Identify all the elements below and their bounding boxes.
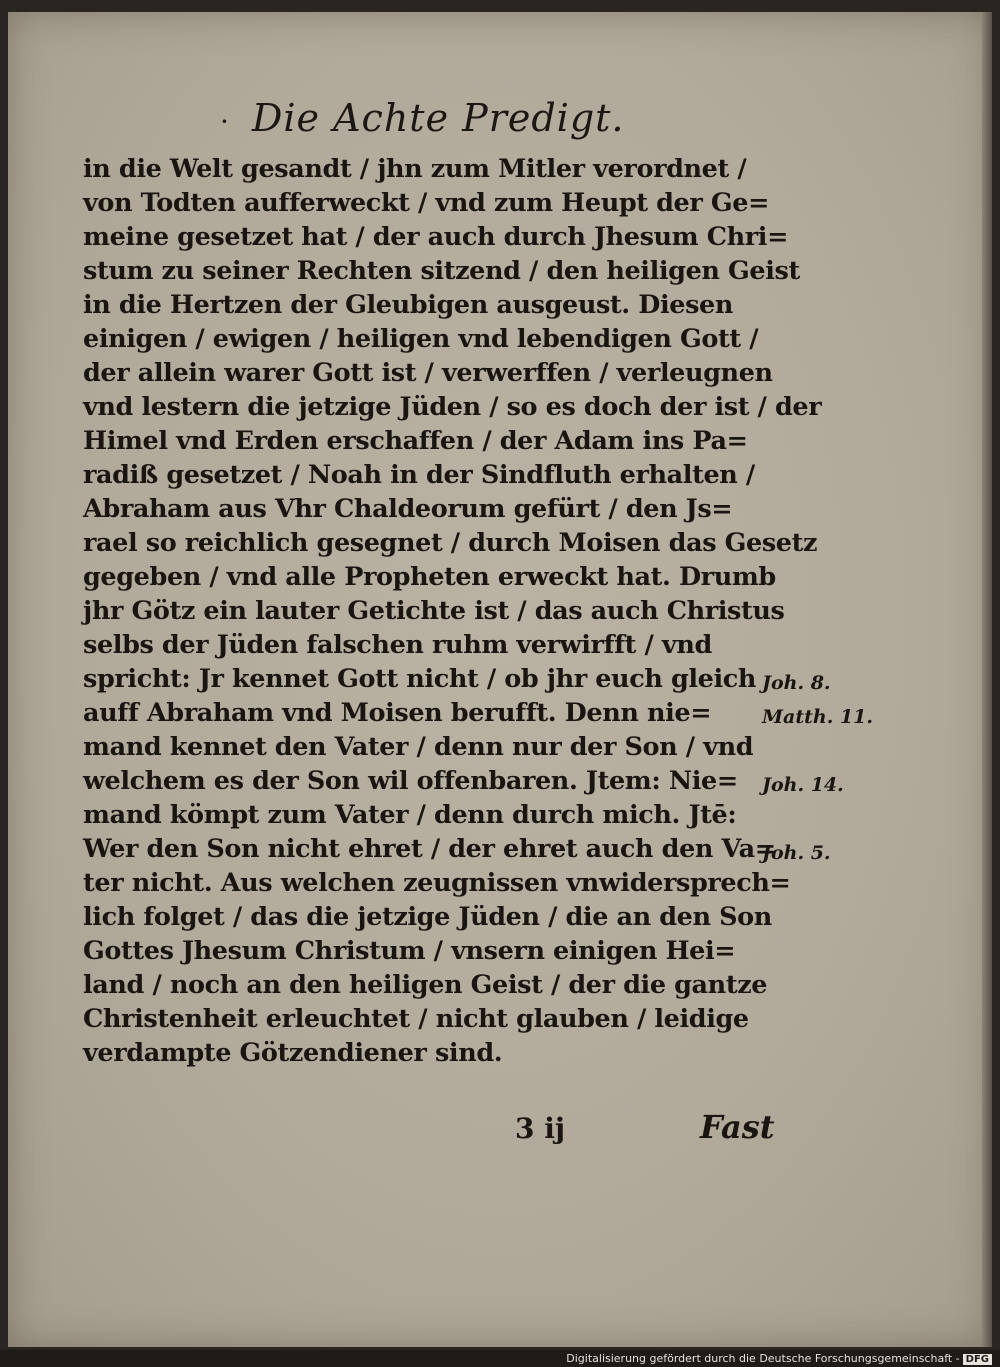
margin-note-joh-5: Joh. 5. bbox=[762, 842, 831, 864]
running-header bbox=[220, 96, 640, 140]
dfg-logo: DFG bbox=[963, 1354, 992, 1365]
text-line: rael so reichlich gesegnet / durch Moisen das Gesetz bbox=[83, 528, 818, 558]
text-line: welchem es der Son wil offenbaren. Jtem: Nie= bbox=[83, 766, 738, 796]
signature-mark: 3 ij bbox=[515, 1112, 565, 1145]
margin-note-matth-11: Matth. 11. bbox=[762, 706, 873, 728]
text-line: ter nicht. Aus welchen zeugnissen vnwidersprech= bbox=[83, 868, 791, 898]
text-line: meine gesetzet hat / der auch durch Jhesum Chri= bbox=[83, 222, 789, 252]
text-line: Wer den Son nicht ehret / der ehret auch den Va= bbox=[83, 834, 776, 864]
text-line: stum zu seiner Rechten sitzend / den heiligen Geist bbox=[83, 256, 800, 286]
text-line: auff Abraham vnd Moisen berufft. Denn nie= bbox=[83, 698, 712, 728]
text-line: in die Hertzen der Gleubigen ausgeust. Diesen bbox=[83, 290, 734, 320]
text-line: mand kennet den Vater / denn nur der Son / vnd bbox=[83, 732, 754, 762]
text-line: vnd lestern die jetzige Jüden / so es doch der ist / der bbox=[83, 392, 822, 422]
text-line: radiß gesetzet / Noah in der Sindfluth erhalten / bbox=[83, 460, 755, 490]
margin-note-joh-14: Joh. 14. bbox=[762, 774, 844, 796]
text-line: einigen / ewigen / heiligen vnd lebendigen Gott / bbox=[83, 324, 759, 354]
text-line: verdampte Götzendiener sind. bbox=[83, 1038, 503, 1068]
margin-note-joh-8: Joh. 8. bbox=[762, 672, 831, 694]
text-line: lich folget / das die jetzige Jüden / die an den Son bbox=[83, 902, 772, 932]
text-line: von Todten aufferweckt / vnd zum Heupt der Ge= bbox=[83, 188, 770, 218]
text-line: der allein warer Gott ist / verwerffen / verleugnen bbox=[83, 358, 773, 388]
digitization-credit bbox=[566, 1352, 992, 1365]
text-line: Abraham aus Vhr Chaldeorum gefürt / den Js= bbox=[83, 494, 733, 524]
text-line: selbs der Jüden falschen ruhm verwirfft / vnd bbox=[83, 630, 712, 660]
header-dot: · bbox=[220, 105, 230, 138]
text-line: mand kömpt zum Vater / denn durch mich. Jtē: bbox=[83, 800, 737, 830]
text-line: Christenheit erleuchtet / nicht glauben / leidige bbox=[83, 1004, 749, 1034]
page-edge bbox=[982, 12, 992, 1347]
text-line: jhr Götz ein lauter Getichte ist / das auch Christus bbox=[83, 596, 785, 626]
header-text: Die Achte Predigt. bbox=[251, 96, 625, 140]
text-line: gegeben / vnd alle Propheten erweckt hat. Drumb bbox=[83, 562, 776, 592]
credit-text: Digitalisierung gefördert durch die Deutsche Forschungsgemeinschaft - bbox=[566, 1352, 960, 1365]
catchword: Fast bbox=[700, 1108, 775, 1146]
text-line: in die Welt gesandt / jhn zum Mitler verordnet / bbox=[83, 154, 747, 184]
text-line: spricht: Jr kennet Gott nicht / ob jhr euch gleich bbox=[83, 664, 757, 694]
text-line: Gottes Jhesum Christum / vnsern einigen Hei= bbox=[83, 936, 736, 966]
text-line: land / noch an den heiligen Geist / der die gantze bbox=[83, 970, 768, 1000]
text-line: Himel vnd Erden erschaffen / der Adam ins Pa= bbox=[83, 426, 748, 456]
